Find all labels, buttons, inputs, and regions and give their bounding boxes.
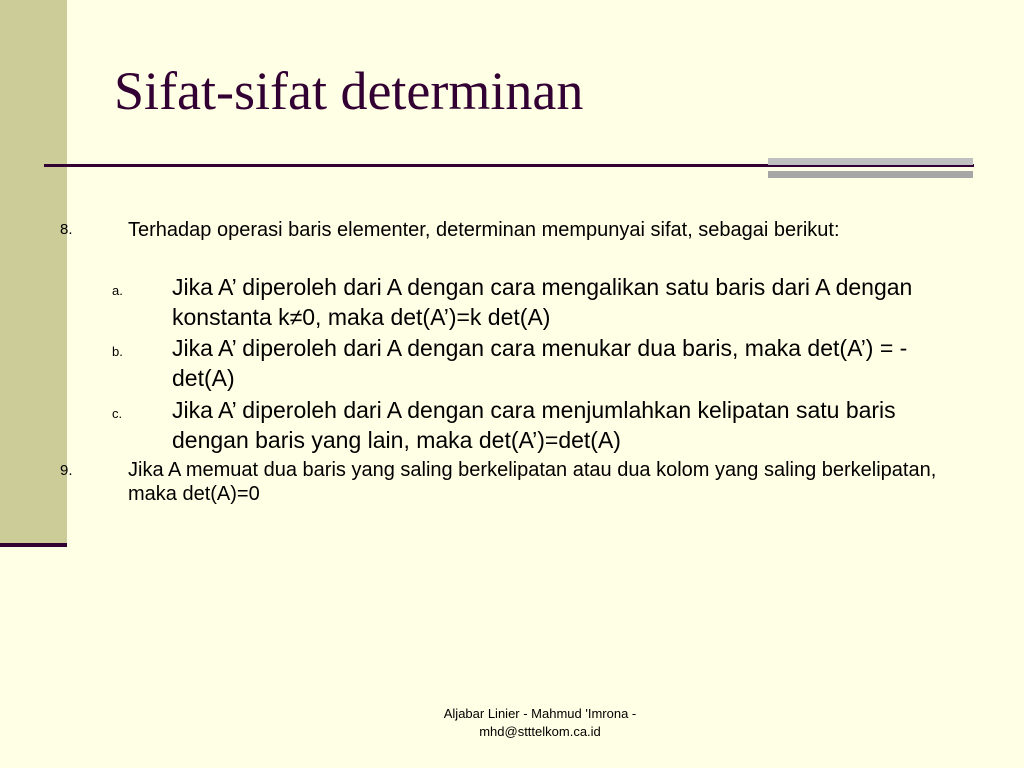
slide-footer: [420, 705, 660, 741]
slide-title: Sifat-sifat determinan: [114, 61, 584, 121]
divider-bar-bottom: [768, 171, 973, 178]
left-decorative-band: [0, 0, 67, 546]
footer-line-email: mhd@stttelkom.ca.id: [479, 724, 601, 739]
list-number: 9.: [60, 462, 73, 479]
divider-bar-top: [768, 158, 973, 165]
list-number: 8.: [60, 221, 73, 238]
left-band-accent: [0, 543, 67, 547]
sublist-item-text: Jika A’ diperoleh dari A dengan cara menjumlahkan kelipatan satu baris dengan baris yang lain, maka det(A’)=det(A): [172, 397, 896, 453]
sublist-letter: c.: [112, 406, 123, 421]
list-item-text: Jika A memuat dua baris yang saling berkelipatan atau dua kolom yang saling berkelipatan, maka det(A)=0: [128, 459, 937, 505]
list-item-text: Terhadap operasi baris elementer, determinan mempunyai sifat, sebagai berikut:: [128, 219, 840, 241]
sublist-item-text: Jika A’ diperoleh dari A dengan cara mengalikan satu baris dari A dengan konstanta k≠0, maka det(A’)=k det(A): [172, 274, 913, 330]
sublist-letter: b.: [112, 344, 123, 359]
footer-line-author: Aljabar Linier - Mahmud 'Imrona -: [443, 706, 637, 721]
title-divider-accent: [768, 158, 973, 178]
sublist-letter: a.: [112, 283, 123, 298]
sublist-item-text: Jika A’ diperoleh dari A dengan cara menukar dua baris, maka det(A’) = - det(A): [172, 335, 908, 391]
